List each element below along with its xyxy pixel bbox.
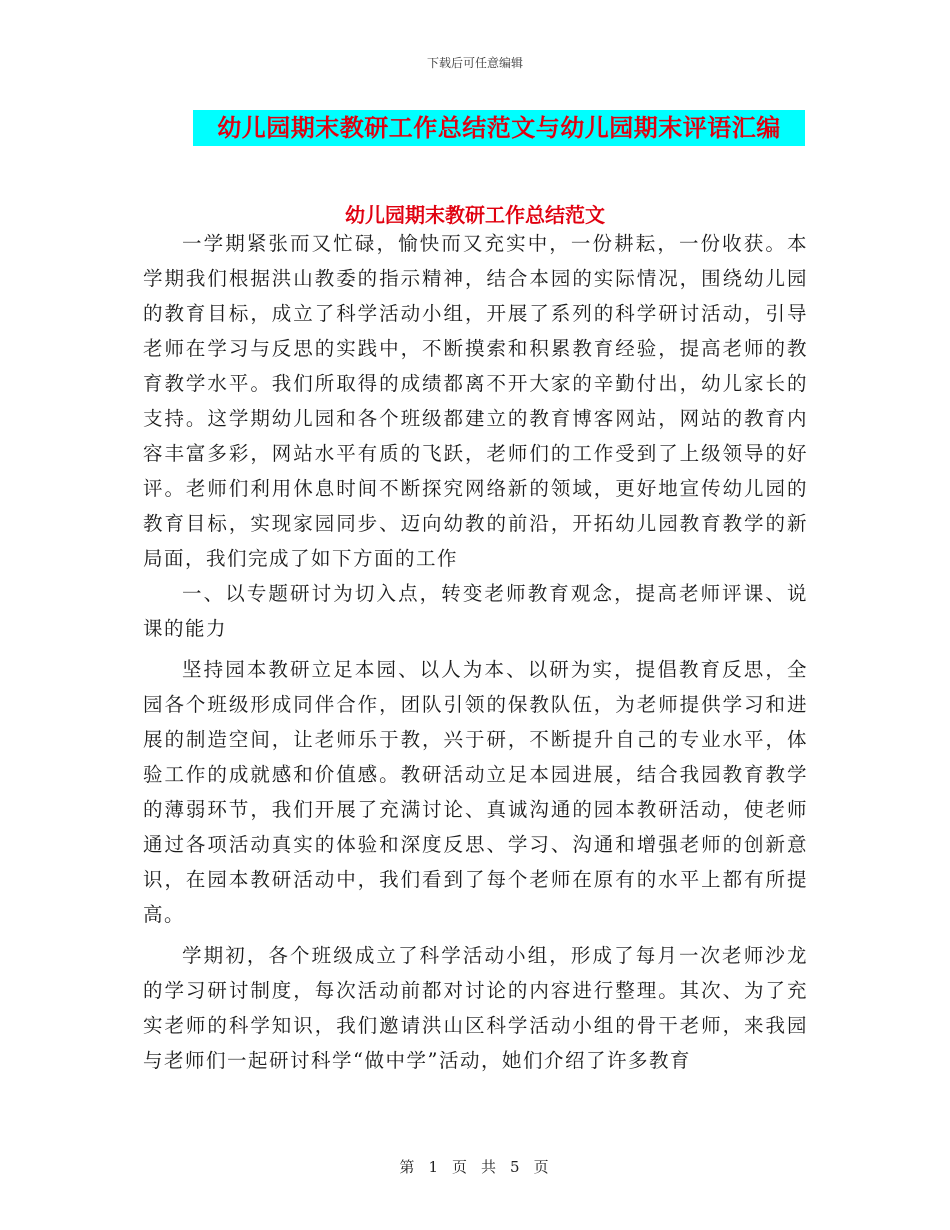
header-note: 下载后可任意编辑 <box>426 56 523 70</box>
footer-page-current: 1 <box>428 1158 440 1176</box>
footer-total-unit: 页 <box>533 1158 551 1176</box>
paragraph-body-1: 坚持园本教研立足本园、以人为本、以研为实，提倡教育反思，全园各个班级形成同伴合作，团队引领的保教队伍，为老师提供学习和进展的制造空间，让老师乐于教，兴于研，不断提升自己的专业水平，体验工作的成就感和价值感。教研活动立足本园进展，结合我园教育教学的薄弱环节，我们开展了充满讨论、真诚沟通的园本教研活动，使老师通过各项活动真实的体验和深度反思、学习、沟通和增强老师的创新意识，在园本教研活动中，我们看到了每个老师在原有的水平上都有所提高。 <box>143 658 808 926</box>
document-body <box>143 226 808 1078</box>
page-footer <box>0 1156 950 1177</box>
main-title-highlight <box>193 110 805 146</box>
footer-page-unit: 页 <box>451 1158 469 1176</box>
main-title: 幼儿园期末教研工作总结范文与幼儿园期末评语汇编 <box>217 113 781 142</box>
paragraph-heading-1: 一、以专题研讨为切入点，转变老师教育观念，提高老师评课、说课的能力 <box>143 582 808 640</box>
section-title: 幼儿园期末教研工作总结范文 <box>345 203 605 227</box>
footer-total-label: 共 <box>481 1158 499 1176</box>
footer-page-label: 第 <box>399 1158 417 1176</box>
footer-page-total: 5 <box>510 1158 522 1176</box>
paragraph-intro: 一学期紧张而又忙碌，愉快而又充实中，一份耕耘，一份收获。本学期我们根据洪山教委的指示精神，结合本园的实际情况，围绕幼儿园的教育目标，成立了科学活动小组，开展了系列的科学研讨活动，引导老师在学习与反思的实践中，不断摸索和积累教育经验，提高老师的教育教学水平。我们所取得的成绩都离不开大家的辛勤付出，幼儿家长的支持。这学期幼儿园和各个班级都建立的教育博客网站，网站的教育内容丰富多彩，网站水平有质的飞跃，老师们的工作受到了上级领导的好评。老师们利用休息时间不断探究网络新的领域，更好地宣传幼儿园的教育目标，实现家园同步、迈向幼教的前沿，开拓幼儿园教育教学的新局面，我们完成了如下方面的工作 <box>143 232 808 570</box>
paragraph-body-2: 学期初，各个班级成立了科学活动小组，形成了每月一次老师沙龙的学习研讨制度，每次活动前都对讨论的内容进行整理。其次、为了充实老师的科学知识，我们邀请洪山区科学活动小组的骨干老师，来我园与老师们一起研讨科学“做中学”活动，她们介绍了许多教育 <box>143 944 808 1072</box>
